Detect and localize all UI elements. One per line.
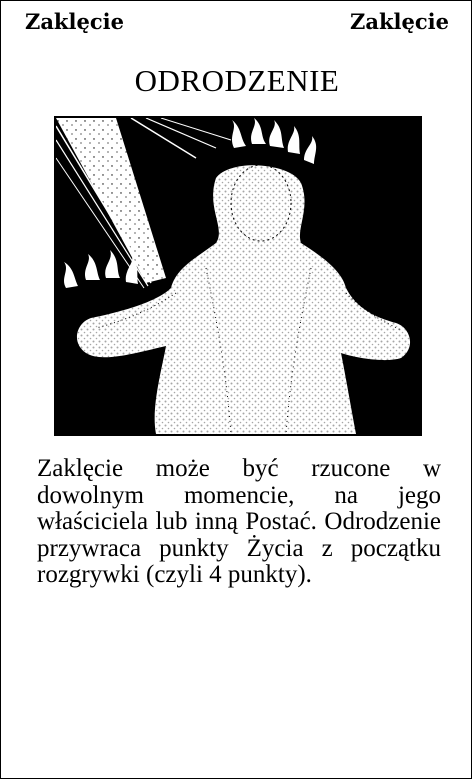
flame-crown — [232, 118, 316, 164]
card-type-label-left: Zaklęcie — [25, 9, 124, 34]
card-description: Zaklęcie może być rzucone w dowolnym momencie, na jego właściciela lub inną Postać. Odrodzenie przywraca punkty Życia z początku rozgrywki (czyli 4 punkty). — [37, 455, 441, 588]
resurrected-figure-icon — [56, 118, 420, 434]
card-illustration — [54, 116, 422, 436]
card-title: ODRODZENIE — [134, 63, 340, 98]
flame-hand — [64, 250, 138, 288]
card-type-label-right: Zaklęcie — [350, 9, 449, 34]
